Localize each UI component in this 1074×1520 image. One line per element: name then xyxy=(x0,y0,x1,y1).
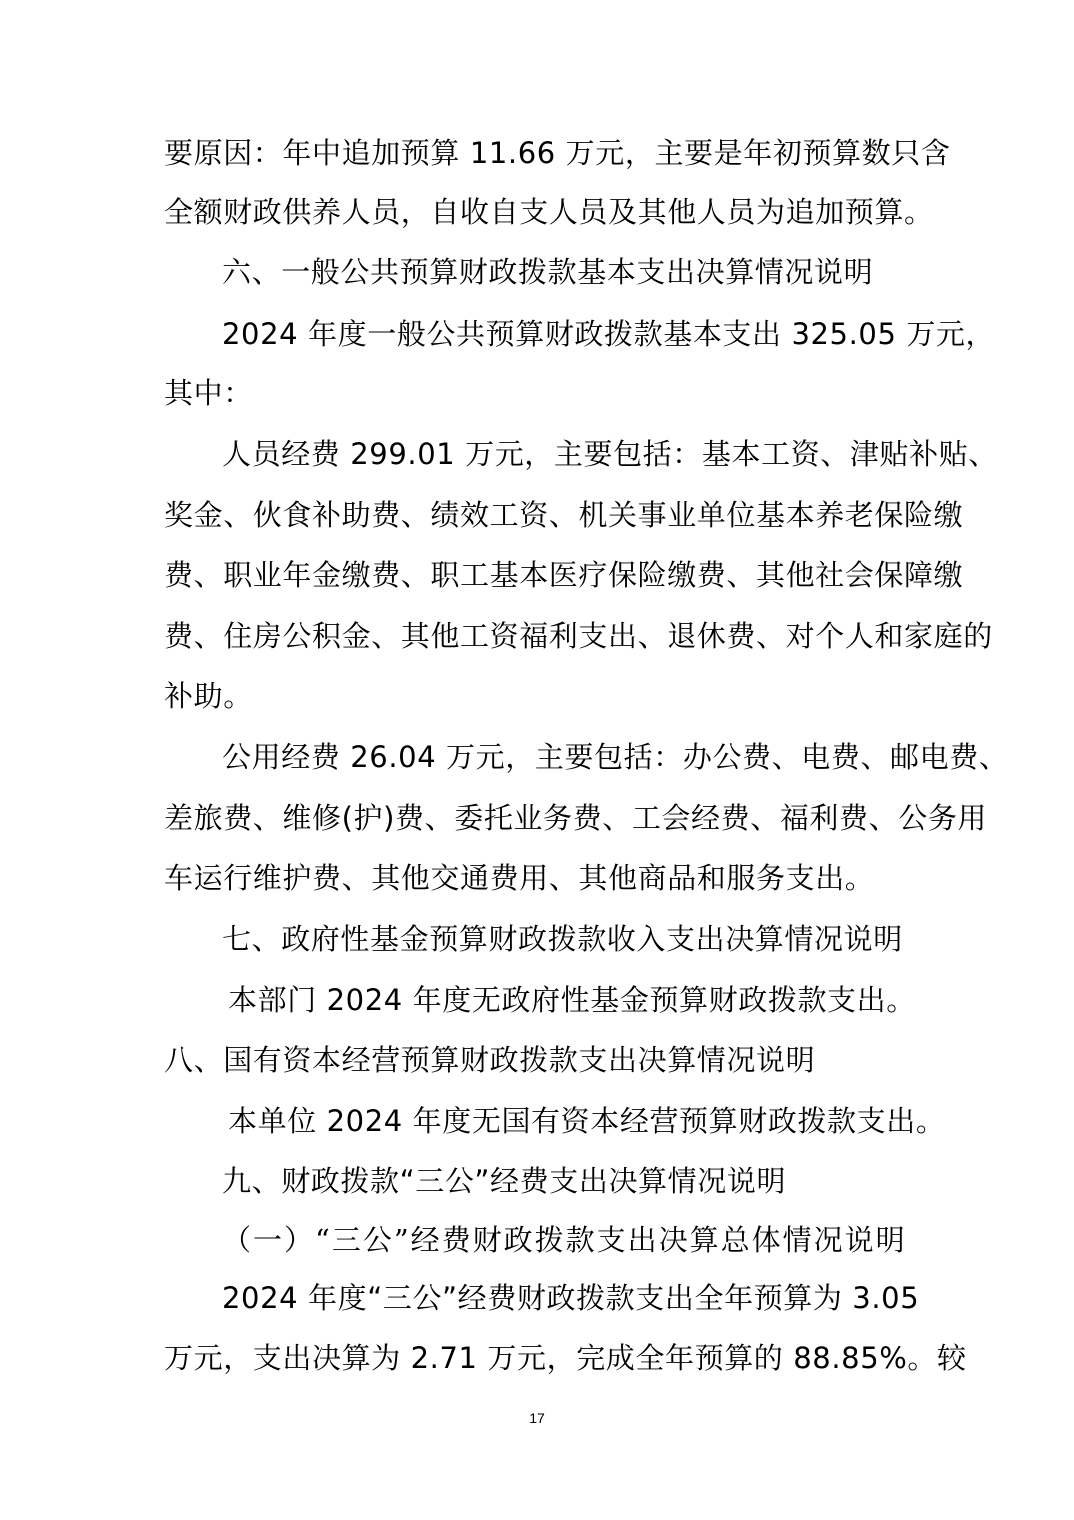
paragraph-line: 人员经费 299.01 万元，主要包括：基本工资、津贴补贴、 xyxy=(222,437,998,471)
paragraph-line: 车运行维护费、其他交通费用、其他商品和服务支出。 xyxy=(164,861,875,895)
section-heading-8: 八、国有资本经营预算财政拨款支出决算情况说明 xyxy=(164,1043,816,1077)
paragraph-line: 差旅费、维修(护)费、委托业务费、工会经费、福利费、公务用 xyxy=(164,801,988,835)
paragraph-line: 万元，支出决算为 2.71 万元，完成全年预算的 88.85%。较 xyxy=(164,1341,967,1375)
paragraph-line: 2024 年度一般公共预算财政拨款基本支出 325.05 万元， xyxy=(222,317,996,351)
paragraph-line: 本部门 2024 年度无政府性基金预算财政拨款支出。 xyxy=(228,983,916,1017)
paragraph-line: 费、职业年金缴费、职工基本医疗保险缴费、其他社会保障缴 xyxy=(164,558,964,592)
paragraph-line: 要原因：年中追加预算 11.66 万元，主要是年初预算数只含 xyxy=(164,136,951,170)
paragraph-line: 奖金、伙食补助费、绩效工资、机关事业单位基本养老保险缴 xyxy=(164,498,964,532)
subsection-heading: （一）“三公”经费财政拨款支出决算总体情况说明 xyxy=(222,1223,907,1257)
section-heading-6: 六、一般公共预算财政拨款基本支出决算情况说明 xyxy=(222,255,874,289)
paragraph-line: 费、住房公积金、其他工资福利支出、退休费、对个人和家庭的 xyxy=(164,619,993,653)
page-number: 17 xyxy=(529,1410,545,1426)
paragraph-line: 全额财政供养人员，自收自支人员及其他人员为追加预算。 xyxy=(164,195,934,229)
section-heading-9: 九、财政拨款“三公”经费支出决算情况说明 xyxy=(222,1164,787,1198)
paragraph-line: 2024 年度“三公”经费财政拨款支出全年预算为 3.05 xyxy=(222,1281,920,1315)
paragraph-line: 补助。 xyxy=(164,679,253,713)
paragraph-line: 本单位 2024 年度无国有资本经营预算财政拨款支出。 xyxy=(228,1104,946,1138)
paragraph-line: 其中： xyxy=(164,376,253,410)
paragraph-line: 公用经费 26.04 万元，主要包括：办公费、电费、邮电费、 xyxy=(222,740,1009,774)
section-heading-7: 七、政府性基金预算财政拨款收入支出决算情况说明 xyxy=(222,922,903,956)
